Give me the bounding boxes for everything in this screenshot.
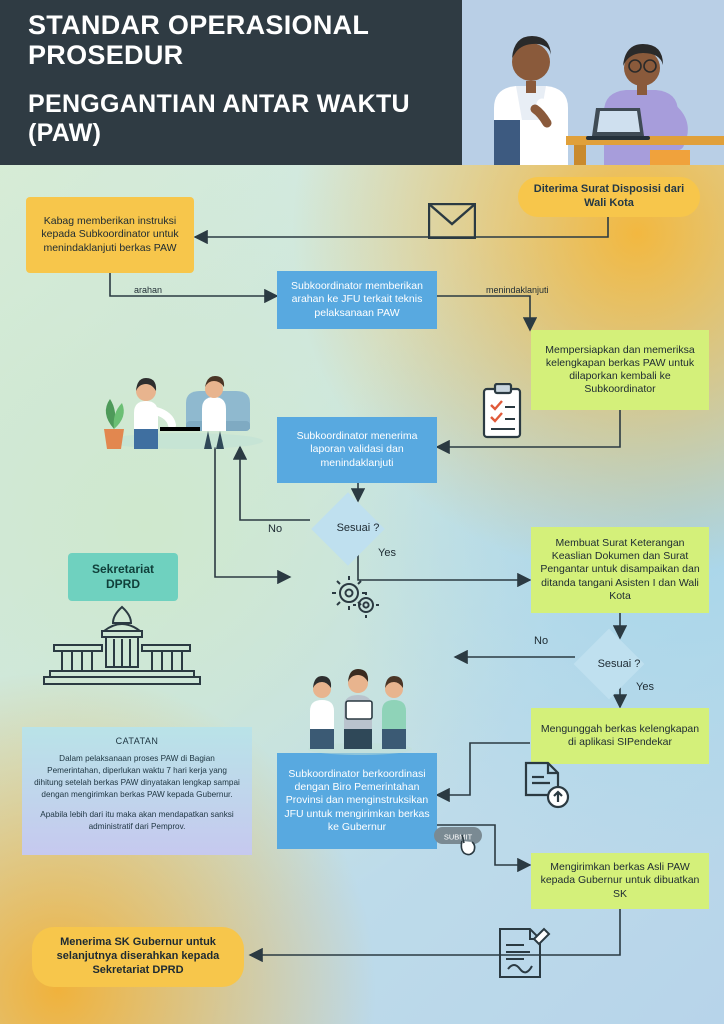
node-mengirimkan-berkas-asli[interactable]: Mengirimkan berkas Asli PAW kepada Gubernur untuk dibuatkan SK	[531, 853, 709, 909]
flowchart-canvas	[0, 165, 724, 1024]
node-menerima-sk-gubernur[interactable]: Menerima SK Gubernur untuk selanjutnya diserahkan kepada Sekretariat DPRD	[32, 927, 244, 987]
capitol-building-icon	[40, 605, 204, 692]
node-subkoordinator-arahan[interactable]: Subkoordinator memberikan arahan ke JFU terkait teknis pelaksanaan PAW	[277, 271, 437, 329]
edge-label-no-2: No	[534, 635, 549, 647]
edge-label-yes-2: Yes	[636, 681, 654, 693]
two-people-desk-illustration	[454, 0, 724, 165]
node-kabag-instruksi[interactable]: Kabag memberikan instruksi kepada Subkoordinator untuk menindaklanjuti berkas PAW	[26, 197, 194, 273]
edge-label-menindaklanjuti: menindaklanjuti	[486, 285, 549, 295]
edge-label-arahan: arahan	[134, 285, 163, 295]
page-subtitle: PENGGANTIAN ANTAR WAKTU (PAW)	[28, 90, 410, 147]
node-mengunggah-sipendekar[interactable]: Mengunggah berkas kelengkapan di aplikasi SIPendekar	[531, 708, 709, 764]
signed-document-icon	[490, 921, 554, 990]
decision-2-label: Sesuai ?	[597, 658, 641, 670]
clipboard-check-icon	[480, 383, 526, 446]
note-paragraph-1: Dalam pelaksanaan proses PAW di Bagian Pemerintahan, diperlukan waktu 7 hari kerja yang dihitung setelah berkas PAW dinyatakan lengkap sampai dengan mengirimkan berkas PAW kepada Gubernur.	[34, 754, 240, 799]
note-catatan	[22, 727, 252, 855]
header	[0, 0, 724, 165]
note-title: CATATAN	[115, 736, 159, 746]
document-upload-icon	[520, 761, 572, 814]
gears-icon	[330, 575, 382, 624]
node-mempersiapkan-berkas[interactable]: Mempersiapkan dan memeriksa kelengkapan berkas PAW untuk dilaporkan kembali ke Subkoordinator	[531, 330, 709, 410]
meeting-illustration	[90, 341, 265, 456]
node-start-disposisi[interactable]: Diterima Surat Disposisi dari Wali Kota	[518, 177, 700, 217]
node-sekretariat-dprd[interactable]: Sekretariat DPRD	[68, 553, 178, 601]
decision-1-label: Sesuai ?	[336, 522, 380, 534]
note-paragraph-2: Apabila lebih dari itu maka akan mendapatkan sanksi administratif dari Pemprov.	[40, 809, 234, 831]
node-berkoordinasi-biro[interactable]: Subkoordinator berkoordinasi dengan Biro Pemerintahan Provinsi dan menginstruksikan JFU untuk mengirimkan berkas ke Gubernur	[277, 753, 437, 849]
edge-label-no-1: No	[268, 523, 283, 535]
team-illustration	[300, 645, 420, 760]
node-menerima-laporan-validasi[interactable]: Subkoordinator menerima laporan validasi dan menindaklanjuti	[277, 417, 437, 483]
submit-button-icon[interactable]	[434, 825, 490, 866]
edge-label-yes-1: Yes	[378, 547, 396, 559]
svg-text:SUBMIT: SUBMIT	[443, 832, 473, 842]
envelope-icon	[428, 203, 476, 244]
page-title: STANDAR OPERASIONAL PROSEDUR	[28, 10, 369, 71]
node-surat-keterangan[interactable]: Membuat Surat Keterangan Keaslian Dokumen dan Surat Pengantar untuk disampaikan dan ditanda tangani Asisten I dan Wali Kota	[531, 527, 709, 613]
